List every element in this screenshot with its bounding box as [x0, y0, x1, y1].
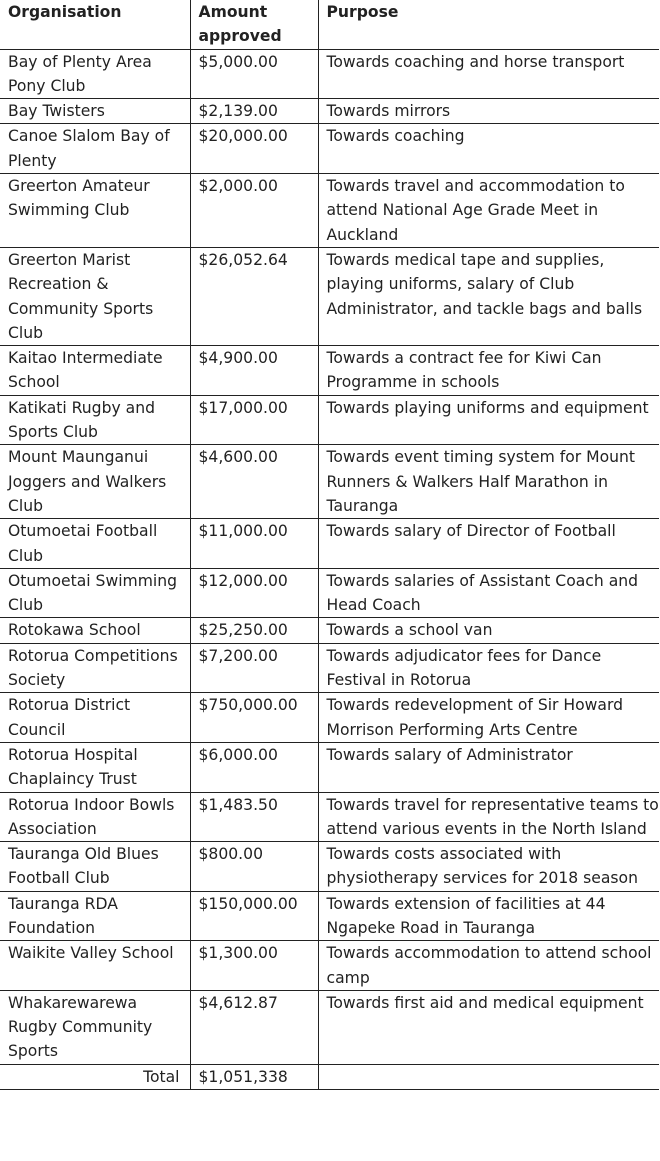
purpose-cell: Towards first aid and medical equipment — [318, 990, 659, 1064]
table-row — [0, 990, 659, 1064]
amount-cell: $2,000.00 — [190, 174, 318, 248]
header-organisation: Organisation — [0, 0, 190, 49]
purpose-cell: Towards travel and accommodation to attend National Age Grade Meet in Auckland — [318, 174, 659, 248]
organisation-cell: Tauranga RDA Foundation — [0, 891, 190, 941]
organisation-cell: Kaitao Intermediate School — [0, 346, 190, 396]
table-row — [0, 124, 659, 174]
amount-cell: $1,483.50 — [190, 792, 318, 842]
table-row — [0, 49, 659, 99]
purpose-cell: Towards salary of Administrator — [318, 742, 659, 792]
purpose-cell: Towards salary of Director of Football — [318, 519, 659, 569]
header-row — [0, 0, 659, 49]
table-row — [0, 941, 659, 991]
organisation-cell: Rotorua Indoor Bowls Association — [0, 792, 190, 842]
purpose-cell: Towards adjudicator fees for Dance Festival in Rotorua — [318, 643, 659, 693]
organisation-cell: Whakarewarewa Rugby Community Sports — [0, 990, 190, 1064]
table-row — [0, 247, 659, 345]
purpose-cell: Towards playing uniforms and equipment — [318, 395, 659, 445]
header-amount: Amount approved — [190, 0, 318, 49]
amount-cell: $4,600.00 — [190, 445, 318, 519]
amount-cell: $20,000.00 — [190, 124, 318, 174]
table-row — [0, 519, 659, 569]
total-label: Total — [0, 1064, 190, 1089]
header-purpose: Purpose — [318, 0, 659, 49]
purpose-cell: Towards coaching — [318, 124, 659, 174]
purpose-cell: Towards medical tape and supplies, playing uniforms, salary of Club Administrator, and tackle bags and balls — [318, 247, 659, 345]
purpose-cell: Towards a contract fee for Kiwi Can Programme in schools — [318, 346, 659, 396]
total-amount: $1,051,338 — [190, 1064, 318, 1089]
amount-cell: $6,000.00 — [190, 742, 318, 792]
table-row — [0, 174, 659, 248]
organisation-cell: Mount Maunganui Joggers and Walkers Club — [0, 445, 190, 519]
table-row — [0, 643, 659, 693]
table-row — [0, 445, 659, 519]
purpose-cell: Towards salaries of Assistant Coach and Head Coach — [318, 568, 659, 618]
organisation-cell: Greerton Amateur Swimming Club — [0, 174, 190, 248]
purpose-cell: Towards extension of facilities at 44 Ngapeke Road in Tauranga — [318, 891, 659, 941]
purpose-cell: Towards mirrors — [318, 99, 659, 124]
total-row — [0, 1064, 659, 1089]
amount-cell: $150,000.00 — [190, 891, 318, 941]
amount-cell: $25,250.00 — [190, 618, 318, 643]
purpose-cell: Towards costs associated with physiotherapy services for 2018 season — [318, 842, 659, 892]
table-row — [0, 842, 659, 892]
organisation-cell: Rotorua District Council — [0, 693, 190, 743]
amount-cell: $4,612.87 — [190, 990, 318, 1064]
table-row — [0, 99, 659, 124]
table-row — [0, 891, 659, 941]
organisation-cell: Bay of Plenty Area Pony Club — [0, 49, 190, 99]
amount-cell: $7,200.00 — [190, 643, 318, 693]
purpose-cell: Towards redevelopment of Sir Howard Morrison Performing Arts Centre — [318, 693, 659, 743]
purpose-cell: Towards event timing system for Mount Runners & Walkers Half Marathon in Tauranga — [318, 445, 659, 519]
total-purpose-cell — [318, 1064, 659, 1089]
amount-cell: $11,000.00 — [190, 519, 318, 569]
table-row — [0, 693, 659, 743]
table-row — [0, 792, 659, 842]
amount-cell: $2,139.00 — [190, 99, 318, 124]
amount-cell: $5,000.00 — [190, 49, 318, 99]
organisation-cell: Otumoetai Swimming Club — [0, 568, 190, 618]
table-row — [0, 618, 659, 643]
amount-cell: $12,000.00 — [190, 568, 318, 618]
purpose-cell: Towards coaching and horse transport — [318, 49, 659, 99]
amount-cell: $750,000.00 — [190, 693, 318, 743]
amount-cell: $4,900.00 — [190, 346, 318, 396]
organisation-cell: Tauranga Old Blues Football Club — [0, 842, 190, 892]
organisation-cell: Katikati Rugby and Sports Club — [0, 395, 190, 445]
organisation-cell: Bay Twisters — [0, 99, 190, 124]
amount-cell: $800.00 — [190, 842, 318, 892]
table-row — [0, 568, 659, 618]
organisation-cell: Rotorua Hospital Chaplaincy Trust — [0, 742, 190, 792]
organisation-cell: Canoe Slalom Bay of Plenty — [0, 124, 190, 174]
purpose-cell: Towards travel for representative teams to attend various events in the North Island — [318, 792, 659, 842]
table-row — [0, 346, 659, 396]
organisation-cell: Rotorua Competitions Society — [0, 643, 190, 693]
table-row — [0, 395, 659, 445]
organisation-cell: Waikite Valley School — [0, 941, 190, 991]
amount-cell: $1,300.00 — [190, 941, 318, 991]
organisation-cell: Greerton Marist Recreation & Community Sports Club — [0, 247, 190, 345]
amount-cell: $26,052.64 — [190, 247, 318, 345]
organisation-cell: Rotokawa School — [0, 618, 190, 643]
purpose-cell: Towards a school van — [318, 618, 659, 643]
amount-cell: $17,000.00 — [190, 395, 318, 445]
table-row — [0, 742, 659, 792]
organisation-cell: Otumoetai Football Club — [0, 519, 190, 569]
purpose-cell: Towards accommodation to attend school camp — [318, 941, 659, 991]
